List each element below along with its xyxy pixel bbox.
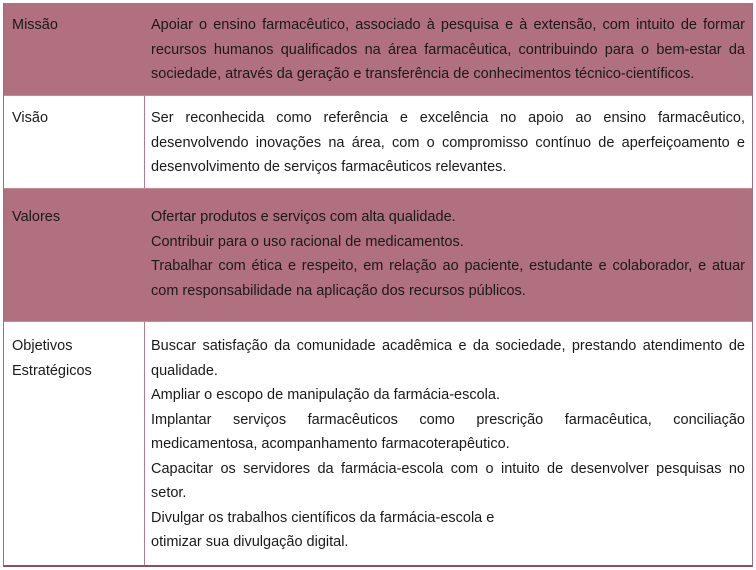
row-label-missao: Missão: [12, 17, 58, 33]
row-content-valores: [151, 205, 745, 303]
institutional-table: [3, 3, 753, 567]
row-label-valores: Valores: [12, 209, 61, 225]
row-missao: [4, 3, 752, 95]
objetivo-item: Buscar satisfação da comunidade acadêmica e da sociedade, prestando atendimento de qualidade.: [151, 338, 745, 379]
valores-item: Trabalhar com ética e respeito, em relação ao paciente, estudante e colaborador, e atuar com responsabilidade na aplicação dos recursos públicos.: [151, 258, 745, 299]
row-label-visao: Visão: [12, 110, 49, 126]
column-divider: [144, 96, 145, 188]
objetivo-item: otimizar sua divulgação digital.: [151, 534, 349, 550]
column-divider: [144, 189, 145, 321]
column-divider: [144, 322, 145, 565]
row-content-objetivos: [151, 334, 745, 555]
objetivo-item: Divulgar os trabalhos científicos da farmácia-escola e: [151, 509, 495, 526]
label-line: Objetivos: [12, 338, 73, 354]
missao-text: Apoiar o ensino farmacêutico, associado à pesquisa e à extensão, com intuito de formar recursos humanos qualificados na área farmacêutica, contribuindo para o bem-estar da sociedade, através da geração e transferência de conhecimentos técnico-científicos.: [151, 17, 745, 82]
objetivo-item: Capacitar os servidores da farmácia-escola com o intuito de desenvolver pesquisas no setor.: [151, 460, 745, 501]
objetivo-item: Implantar serviços farmacêuticos como prescrição farmacêutica, conciliação medicamentosa, acompanhamento farmacoterapêutico.: [151, 411, 745, 452]
row-objetivos: [4, 321, 752, 565]
row-content-visao: [151, 106, 745, 180]
visao-text: Ser reconhecida como referência e excelência no apoio ao ensino farmacêutico, desenvolvendo inovações na área, com o compromisso contínuo de aperfeiçoamento e desenvolvimento de serviços farmacêuticos relevantes.: [151, 110, 745, 175]
valores-item: Contribuir para o uso racional de medicamentos.: [151, 233, 464, 250]
label-line: Estratégicos: [12, 362, 92, 379]
column-divider: [144, 3, 145, 95]
valores-item: Ofertar produtos e serviços com alta qualidade.: [151, 209, 456, 225]
row-content-missao: [151, 13, 745, 87]
row-label-objetivos: [12, 334, 92, 383]
objetivo-item: Ampliar o escopo de manipulação da farmácia-escola.: [151, 387, 500, 403]
row-visao: [4, 95, 752, 189]
row-valores: [4, 189, 752, 321]
